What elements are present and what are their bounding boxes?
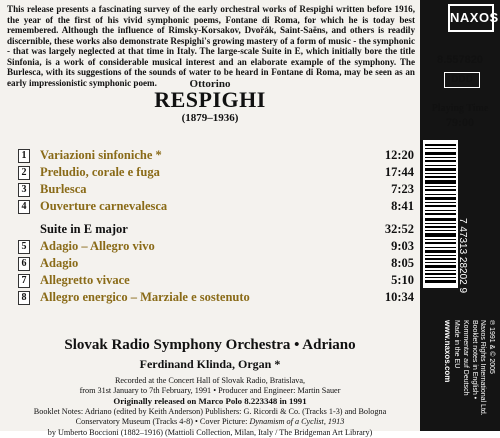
track-number: 7: [18, 274, 30, 288]
intro-text: This release presents a fascinating survey of the early orchestral works of Respighi written before 1916, the year of the first of his vivid symphonic poems, Fontane di Roma, for which he is today best remembered. Although the influence of Rimsky-Korsakov, Dvořák, Saint-Saëns, and others is readily discernible, these works also demonstrate Respighi's growing mastery of a form of music - the symphonic - that was largely neglected at that time in Italy. The large-scale Suite in E, which initially bore the title Sinfonia, is a work of considerable musical interest and an elaborate example of the symphony. The Burlesca, with its suggestions of the sounds of water to be heard in Fontane di Roma, may be seen as an early impressionistic symphonic poem.: [7, 4, 415, 88]
track-duration: 10:34: [384, 290, 414, 304]
credit-text: Conservatory Museum (Tracks 4-8) • Cover Picture:: [75, 417, 250, 427]
orchestra-credit: Slovak Radio Symphony Orchestra • Adriano: [64, 337, 356, 353]
recording-credits: [6, 376, 414, 438]
track-duration: 17:44: [384, 165, 414, 179]
format-badge: DDD: [444, 72, 480, 88]
naxos-logo: [448, 4, 499, 32]
track-row: [18, 165, 414, 182]
credit-line: [6, 417, 414, 427]
composer-first-name: Ottorino: [189, 78, 231, 90]
track-duration: 9:03: [391, 239, 414, 253]
track-number: 6: [18, 257, 30, 271]
spine-legal-text: [443, 320, 495, 428]
track-title: Ouverture carnevalesca: [40, 199, 168, 213]
suite-duration: 32:52: [384, 222, 414, 236]
track-number: 8: [18, 291, 30, 305]
credit-line: Originally released on Marco Polo 8.223348 in 1991: [113, 396, 307, 407]
credit-line: Booklet Notes: Adriano (edited by Keith Anderson) Publishers: G. Ricordi & Co. (Tracks 1-3) and Bologna: [33, 407, 387, 417]
catalog-number: 8.557820: [437, 54, 483, 66]
composer-last-name: RESPIGHI: [154, 87, 266, 112]
track-row: [18, 199, 414, 216]
barcode: [423, 140, 458, 288]
track-row: [18, 182, 414, 199]
track-title: Adagio: [40, 256, 79, 270]
track-row: [18, 256, 414, 273]
track-row: [18, 273, 414, 290]
track-number: 5: [18, 240, 30, 254]
track-duration: 8:05: [391, 256, 414, 270]
track-row: [18, 290, 414, 307]
track-duration: 5:10: [391, 273, 414, 287]
composer-dates: (1879–1936): [181, 112, 239, 124]
track-number: 4: [18, 200, 30, 214]
playing-time-value: 79:00: [446, 115, 474, 129]
copyright-line: ℗ 1991 & © 2005: [488, 320, 495, 374]
rights-line: Naxos Rights International Ltd.: [479, 320, 487, 416]
track-duration: 8:41: [391, 199, 414, 213]
track-number: 1: [18, 149, 30, 163]
barcode-number: 7 47313 28202 9: [457, 218, 468, 294]
booklet-line: Booklet notes in English • Kommentar auf Deutsch: [461, 320, 478, 400]
track-title: Allegretto vivace: [40, 273, 130, 287]
track-duration: 7:23: [391, 182, 414, 196]
track-duration: 12:20: [384, 148, 414, 162]
track-number: 2: [18, 166, 30, 180]
suite-heading: [18, 222, 414, 239]
playing-time-label: Playing Time: [431, 103, 489, 114]
made-in-line: Made in the EU: [453, 320, 461, 369]
credit-line: by Umberto Boccioni (1882–1916) (Mattioli Collection, Milan, Italy / The Bridgeman Art Library): [47, 427, 373, 437]
barcode-icon: [423, 140, 458, 288]
track-list: [18, 148, 414, 307]
track-title: Burlesca: [40, 182, 87, 196]
credit-line: Recorded at the Concert Hall of Slovak Radio, Bratislava,: [114, 376, 306, 385]
credit-line: from 31st January to 7th February, 1991 • Producer and Engineer: Martin Sauer: [79, 386, 341, 396]
website-link[interactable]: www.naxos.com: [443, 320, 453, 383]
cover-picture-title: Dynamism of a Cyclist, 1913: [249, 417, 345, 427]
track-row: [18, 239, 414, 256]
track-title: Preludio, corale e fuga: [40, 165, 160, 179]
logo-text: NAXOS: [450, 10, 499, 25]
track-row: [18, 148, 414, 165]
track-title: Allegro energico – Marziale e sostenuto: [40, 290, 250, 304]
track-number: 3: [18, 183, 30, 197]
soloist-credit: Ferdinand Klinda, Organ *: [139, 357, 281, 371]
track-title: Adagio – Allegro vivo: [40, 239, 155, 253]
suite-title: Suite in E major: [40, 222, 128, 236]
track-title: Variazioni sinfoniche *: [40, 148, 162, 162]
